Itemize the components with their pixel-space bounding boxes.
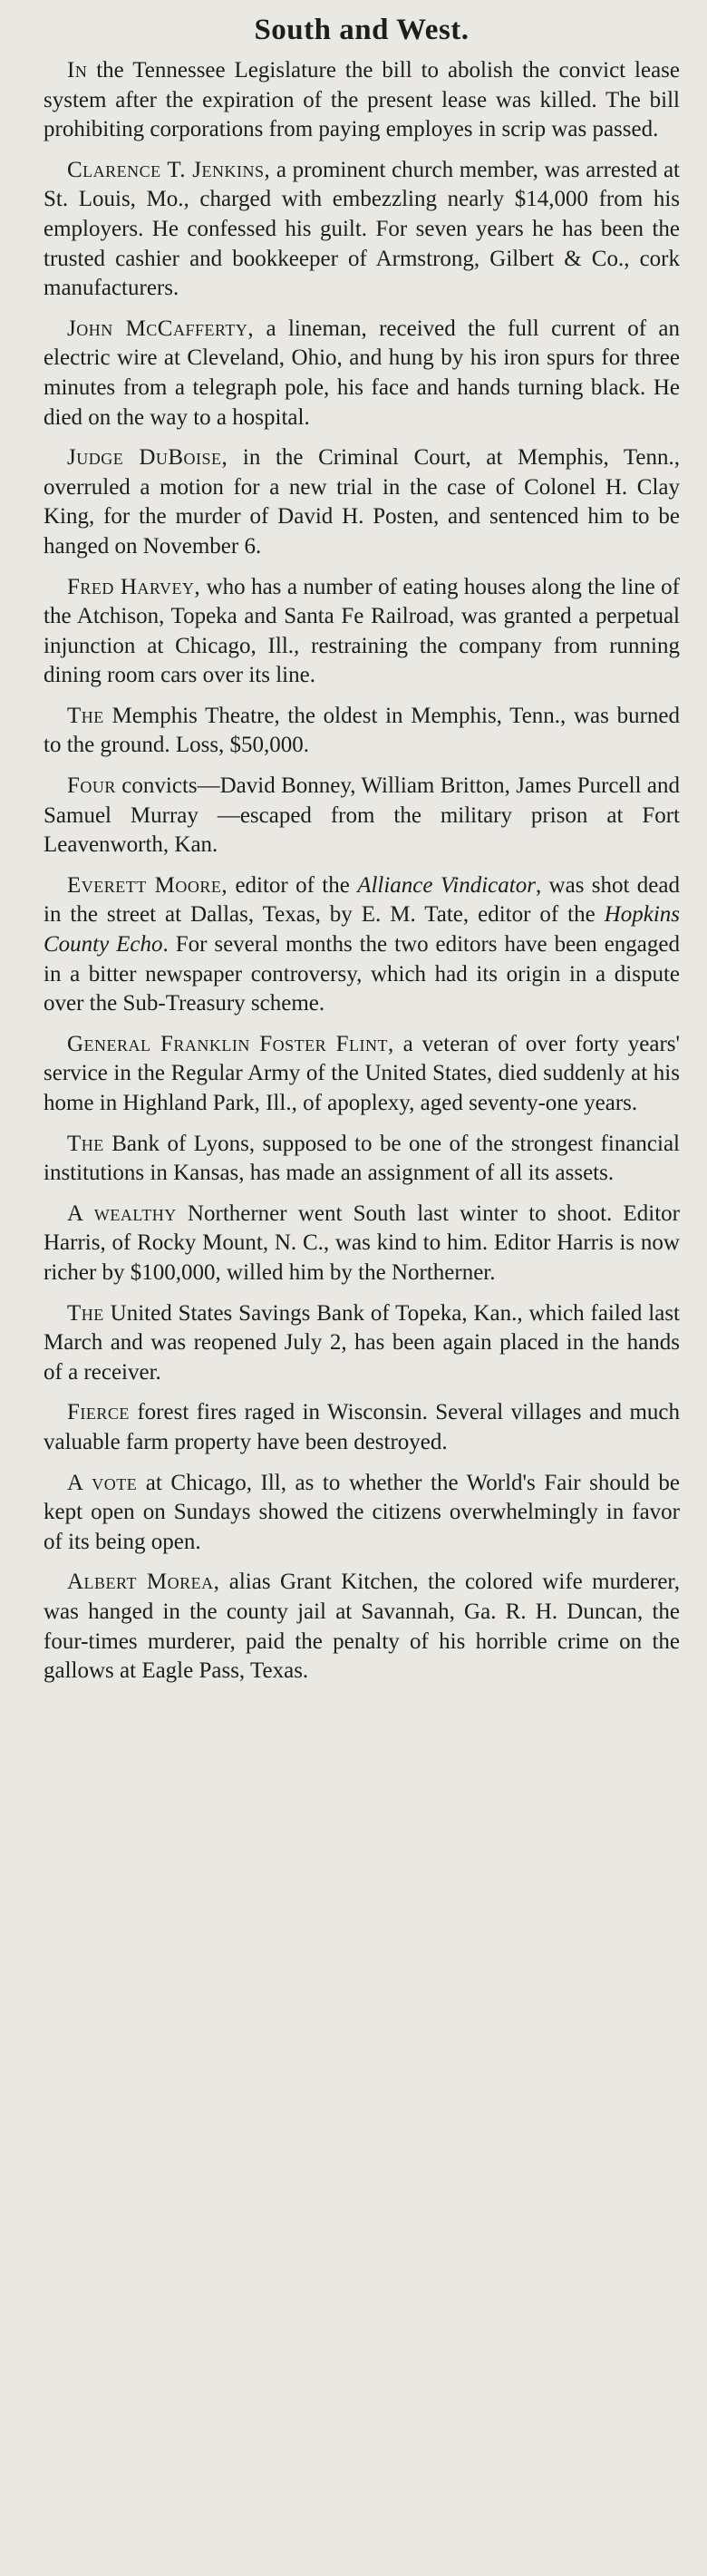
section-headline: South and West. [254, 14, 470, 46]
article-lead: Fred Harvey, [67, 574, 201, 599]
article-body-part: editor of the [228, 872, 358, 898]
article-body: Northerner went South last winter to shoot. Editor Harris, of Rocky Mount, N. C., was kind to him. Editor Harris is now richer by $100,000, willed him by the Northerner. [44, 1201, 680, 1285]
article-body-part: . For several months the two editors have been engaged in a bitter newspaper controversy, which had its origin in a dispute over the Sub-Treasury scheme. [44, 932, 680, 1016]
article-lead: A wealthy [67, 1201, 177, 1226]
article-body: a prominent church member, was arrested at St. Louis, Mo., charged with embezzling nearly $14,000 from his employers. He confessed his guilt. For seven years he has been the trusted cashier and bookkeeper of Armstrong, Gilbert & Co., cork manufacturers. [44, 157, 680, 301]
article-lead: The [67, 1300, 104, 1326]
article-worlds-fair-vote [44, 1469, 680, 1558]
article-body: forest fires raged in Wisconsin. Several villages and much valuable farm property have been destroyed. [44, 1400, 680, 1454]
article-body-part: , was shot dead in the street at Dallas, Texas, by E. M. Tate, editor of the [44, 872, 680, 928]
article-lead: John McCafferty, [67, 316, 255, 341]
article-lead: Everett Moore, [67, 872, 228, 898]
article-albert-morea [44, 1568, 680, 1686]
article-body: United States Savings Bank of Topeka, Kan., which failed last March and was reopened July 2, has been again placed in the hands of a receiver. [44, 1300, 680, 1385]
article-lead: Clarence T. Jenkins, [67, 157, 271, 182]
article-lead: The [67, 703, 104, 728]
article-four-convicts [44, 772, 680, 860]
article-body: Memphis Theatre, the oldest in Memphis, Tenn., was burned to the ground. Loss, $50,000. [44, 703, 680, 758]
newspaper-name-hopkins-county-echo: Hopkins County Echo [44, 902, 680, 957]
article-john-mccafferty [44, 315, 680, 433]
article-bank-of-lyons [44, 1130, 680, 1189]
article-savings-bank-topeka [44, 1299, 680, 1388]
article-lead: In [67, 58, 88, 83]
article-tennessee-legislature [44, 56, 680, 145]
article-lead: General Franklin Foster Flint, [67, 1031, 394, 1056]
article-wealthy-northerner [44, 1200, 680, 1288]
article-body: who has a number of eating houses along the line of the Atchison, Topeka and Santa Fe Railroad, was granted a perpetual injunction at Chicago, Ill., restraining the company from running dining room cars over its line. [44, 574, 681, 688]
article-clarence-jenkins [44, 156, 680, 304]
article-wisconsin-fires [44, 1398, 680, 1457]
article-lead: Four [67, 773, 116, 799]
newspaper-name-alliance-vindicator: Alliance Vindicator [357, 872, 536, 898]
article-lead: A vote [67, 1470, 138, 1495]
article-body: alias Grant Kitchen, the colored wife murderer, was hanged in the county jail at Savannah, Ga. R. H. Duncan, the four-times murderer, paid the penalty of his horrible crime on the gallows at Eagle Pass, Texas. [44, 1570, 680, 1684]
article-body: a lineman, received the full current of an electric wire at Cleveland, Ohio, and hung by his iron spurs for three minutes from a telegraph pole, his face and hands turning black. He died on the way to a hospital. [44, 316, 680, 430]
article-memphis-theatre [44, 702, 680, 761]
article-lead: The [67, 1131, 104, 1156]
article-body: Bank of Lyons, supposed to be one of the strongest financial institutions in Kansas, has made an assignment of all its assets. [44, 1131, 680, 1186]
article-body: a veteran of over forty years' service in the Regular Army of the United States, died suddenly at his home in Highland Park, Ill., of apoplexy, aged seventy-one years. [44, 1031, 680, 1115]
article-lead: Judge DuBoise, [67, 445, 228, 471]
article-lead: Fierce [67, 1400, 130, 1425]
article-everett-moore [44, 871, 680, 1019]
article-body: the Tennessee Legislature the bill to abolish the convict lease system after the expiration of the present lease was killed. The bill prohibiting corporations from paying employes in scrip was passed. [44, 58, 680, 142]
article-body: at Chicago, Ill, as to whether the World's Fair should be kept open on Sundays showed the citizens overwhelmingly in favor of its being open. [44, 1470, 680, 1554]
article-lead: Albert Morea, [67, 1570, 220, 1595]
article-general-flint [44, 1030, 680, 1119]
article-fred-harvey [44, 573, 680, 691]
article-body: convicts—David Bonney, William Britton, James Purcell and Samuel Murray —escaped from the military prison at Fort Leavenworth, Kan. [44, 773, 680, 858]
article-judge-duboise [44, 443, 680, 561]
article-body: in the Criminal Court, at Memphis, Tenn., overruled a motion for a new trial in the case of Colonel H. Clay King, for the murder of David H. Posten, and sentenced him to be hanged on November 6. [44, 445, 680, 559]
